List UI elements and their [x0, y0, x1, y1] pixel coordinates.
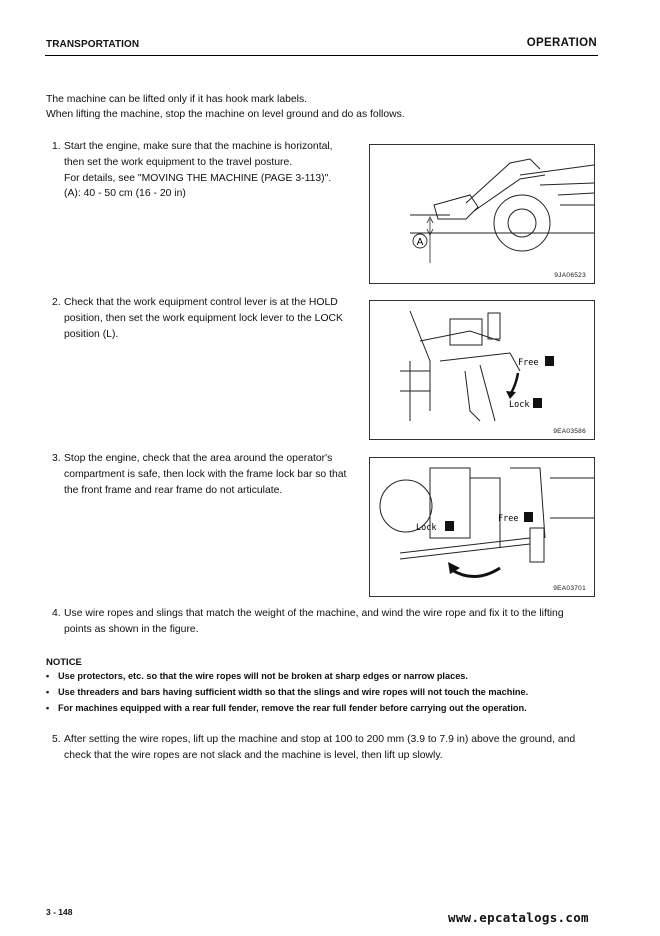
- loader-side-illustration: [370, 145, 594, 283]
- lock-label: Lock: [416, 523, 437, 533]
- step-text-line: check that the wire ropes are not slack and the machine is level, then lift up slowly.: [64, 750, 443, 761]
- header-rule: [45, 55, 598, 56]
- step-text-line: the front frame and rear frame do not articulate.: [64, 485, 283, 496]
- figure-travel-posture: [369, 144, 595, 284]
- bullet: •: [46, 671, 50, 681]
- figure-frame-lock-bar: [369, 457, 595, 597]
- figure-code: 9EA03586: [553, 428, 586, 435]
- notice-item: [46, 671, 468, 681]
- notice-item-text: Use protectors, etc. so that the wire ropes will not be broken at sharp edges or narrow places.: [58, 671, 468, 681]
- free-label: Free: [518, 358, 539, 368]
- lock-open-icon: [545, 356, 554, 366]
- step-text-line: (A): 40 - 50 cm (16 - 20 in): [64, 188, 186, 199]
- notice-item: [46, 703, 527, 713]
- step-number: 3.: [52, 453, 61, 464]
- intro-line: The machine can be lifted only if it has hook mark labels.: [46, 94, 308, 105]
- step-number: 4.: [52, 608, 61, 619]
- watermark-url: www.epcatalogs.com: [448, 910, 589, 925]
- step-text-line: Start the engine, make sure that the machine is horizontal,: [64, 141, 333, 152]
- figure-code: 9JA06523: [554, 272, 586, 279]
- free-label: Free: [498, 514, 519, 524]
- step-text-line: then set the work equipment to the travel posture.: [64, 157, 293, 168]
- notice-item: [46, 687, 528, 697]
- figure-code: 9EA03701: [553, 585, 586, 592]
- figure-lock-lever: [369, 300, 595, 440]
- step-text-line: Stop the engine, check that the area around the operator's: [64, 453, 333, 464]
- lock-label: Lock: [509, 400, 530, 410]
- page-number: 3 - 148: [46, 907, 73, 917]
- notice-title: NOTICE: [46, 657, 82, 668]
- step-text-line: compartment is safe, then lock with the frame lock bar so that: [64, 469, 347, 480]
- step-text-line: position (L).: [64, 329, 119, 340]
- frame-lock-illustration: [370, 458, 594, 596]
- lock-open-icon: [524, 512, 533, 522]
- dimension-label-a: A: [416, 237, 424, 248]
- bullet: •: [46, 687, 50, 697]
- lock-lever-illustration: [370, 301, 594, 439]
- step-number: 5.: [52, 734, 61, 745]
- step-number: 2.: [52, 297, 61, 308]
- lock-closed-icon: [533, 398, 542, 408]
- chapter-title: OPERATION: [526, 37, 597, 49]
- intro-line: When lifting the machine, stop the machine on level ground and do as follows.: [46, 109, 405, 120]
- step-text-line: After setting the wire ropes, lift up the machine and stop at 100 to 200 mm (3.9 to 7.9 in) above the ground, and: [64, 734, 576, 745]
- bullet: •: [46, 703, 50, 713]
- lock-closed-icon: [445, 521, 454, 531]
- step-text-line: points as shown in the figure.: [64, 624, 199, 635]
- section-title: TRANSPORTATION: [46, 39, 140, 50]
- notice-item-text: Use threaders and bars having sufficient width so that the slings and wire ropes will not touch the machine.: [58, 687, 529, 697]
- step-text-line: Check that the work equipment control lever is at the HOLD: [64, 297, 338, 308]
- step-text-line: For details, see "MOVING THE MACHINE (PAGE 3-113)".: [64, 173, 332, 184]
- step-text-line: position, then set the work equipment lock lever to the LOCK: [64, 313, 343, 324]
- step-number: 1.: [52, 141, 61, 152]
- notice-item-text: For machines equipped with a rear full fender, remove the rear full fender before carrying out the operation.: [58, 703, 527, 713]
- step-text-line: Use wire ropes and slings that match the weight of the machine, and wind the wire rope and fix it to the lifting: [64, 608, 564, 619]
